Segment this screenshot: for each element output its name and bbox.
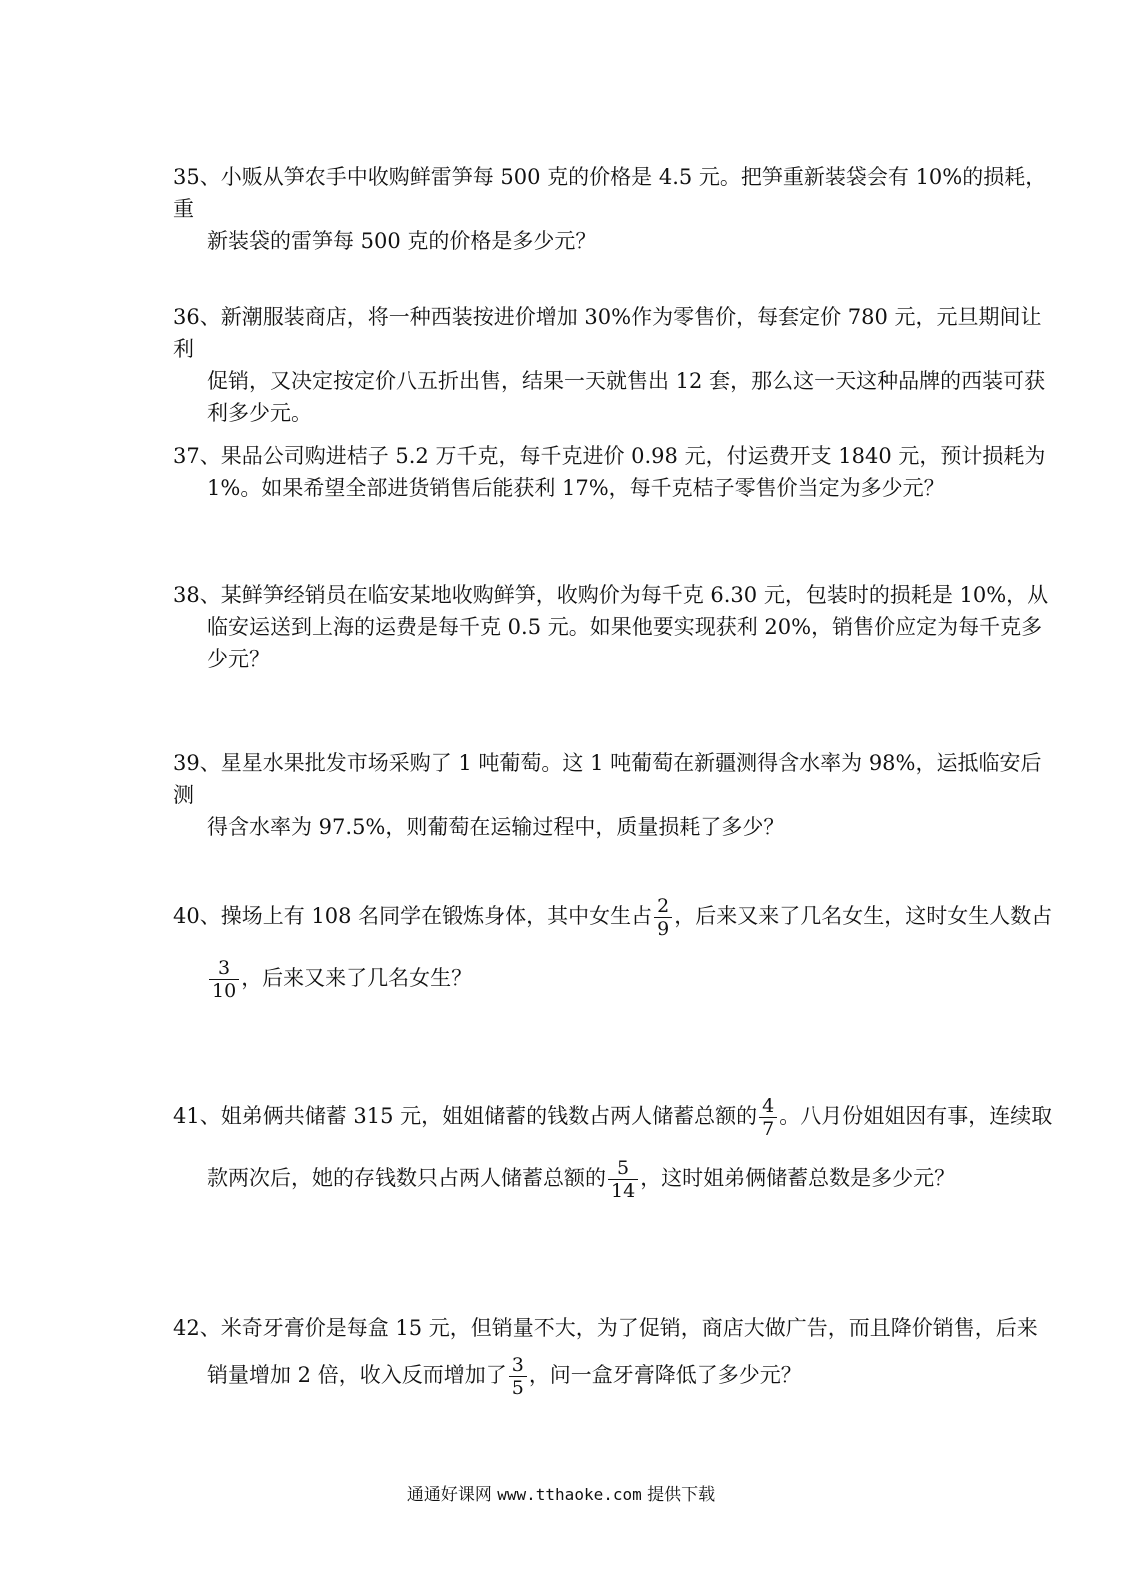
- fraction-numerator: 3: [511, 1354, 524, 1376]
- problem-36-line-3: 利多少元。: [207, 401, 312, 425]
- problem-41-line-1: [173, 1085, 1053, 1147]
- problem-37-line-2: 1%。如果希望全部进货销售后能获利 17%，每千克桔子零售价当定为多少元？: [207, 476, 945, 500]
- problem-37: [173, 440, 1053, 504]
- fraction-5-14: [608, 1157, 638, 1202]
- fraction-denominator: 5: [509, 1376, 527, 1399]
- fraction-3-5: [509, 1354, 527, 1399]
- fraction-denominator: 10: [209, 979, 239, 1002]
- problem-40: [173, 885, 1053, 1009]
- problem-42-line-2: [173, 1344, 1053, 1406]
- problem-40-text-a: 40、操场上有 108 名同学在锻炼身体，其中女生占: [173, 904, 653, 928]
- problem-42-text-a: 销量增加 2 倍，收入反而增加了: [207, 1363, 507, 1387]
- fraction-denominator: 14: [608, 1179, 638, 1202]
- problem-40-line-1: [173, 885, 1053, 947]
- problem-42-line-1: 42、米奇牙膏价是每盒 15 元，但销量不大，为了促销，商店大做广告，而且降价销售，后来: [173, 1316, 1038, 1340]
- problem-40-text-b: ，后来又来了几名女生，这时女生人数占: [674, 904, 1053, 928]
- fraction-3-10: [209, 957, 239, 1002]
- problem-41-line-2: [173, 1147, 1053, 1209]
- page-footer: [0, 1480, 1122, 1505]
- problem-38: [173, 579, 1053, 675]
- footer-site-name: 通通好课网: [406, 1485, 492, 1505]
- problem-36: [173, 301, 1053, 429]
- fraction-numerator: 4: [762, 1095, 775, 1117]
- problem-40-text-c: ，后来又来了几名女生？: [241, 966, 473, 990]
- problem-41-text-a: 41、姐弟俩共储蓄 315 元，姐姐储蓄的钱数占两人储蓄总额的: [173, 1104, 758, 1128]
- footer-url: www.tthaoke.com: [497, 1485, 642, 1504]
- fraction-denominator: 7: [759, 1117, 777, 1140]
- problem-41-text-d: ，这时姐弟俩储蓄总数是多少元？: [640, 1166, 956, 1190]
- fraction-4-7: [759, 1095, 777, 1140]
- problem-38-line-3: 少元？: [207, 647, 270, 671]
- problem-35-line-2: 新装袋的雷笋每 500 克的价格是多少元？: [207, 229, 597, 253]
- fraction-numerator: 2: [657, 895, 670, 917]
- problem-39-line-2: 得含水率为 97.5%，则葡萄在运输过程中，质量损耗了多少？: [207, 815, 785, 839]
- problem-38-line-2: 临安运送到上海的运费是每千克 0.5 元。如果他要实现获利 20%，销售价应定为每千克多: [207, 615, 1043, 639]
- problem-37-line-1: 37、果品公司购进桔子 5.2 万千克，每千克进价 0.98 元，付运费开支 1840 元，预计损耗为: [173, 444, 1046, 468]
- problem-35-line-1: 35、小贩从笋农手中收购鲜雷笋每 500 克的价格是 4.5 元。把笋重新装袋会有 10%的损耗，重: [173, 165, 1047, 221]
- problem-39-line-1: 39、星星水果批发市场采购了 1 吨葡萄。这 1 吨葡萄在新疆测得含水率为 98%，运抵临安后测: [173, 751, 1042, 807]
- problem-41: [173, 1085, 1053, 1209]
- problem-39: [173, 747, 1053, 843]
- problem-42: [173, 1312, 1053, 1406]
- fraction-numerator: 5: [617, 1157, 630, 1179]
- footer-suffix: 提供下载: [647, 1485, 716, 1505]
- problem-41-text-b: 。八月份姐姐因有事，连续取: [779, 1104, 1053, 1128]
- problem-35: [173, 161, 1053, 257]
- problem-38-line-1: 38、某鲜笋经销员在临安某地收购鲜笋，收购价为每千克 6.30 元，包装时的损耗是 10%，从: [173, 583, 1049, 607]
- fraction-numerator: 3: [218, 957, 231, 979]
- problem-40-line-2: [173, 947, 1053, 1009]
- fraction-denominator: 9: [654, 917, 672, 940]
- problem-36-line-1: 36、新潮服装商店，将一种西装按进价增加 30%作为零售价，每套定价 780 元，元旦期间让利: [173, 305, 1042, 361]
- problem-36-line-2: 促销，又决定按定价八五折出售，结果一天就售出 12 套，那么这一天这种品牌的西装可获: [207, 369, 1046, 393]
- fraction-2-9: [654, 895, 672, 940]
- problem-41-text-c: 款两次后，她的存钱数只占两人储蓄总额的: [207, 1166, 606, 1190]
- problem-42-text-b: ，问一盒牙膏降低了多少元？: [528, 1363, 802, 1387]
